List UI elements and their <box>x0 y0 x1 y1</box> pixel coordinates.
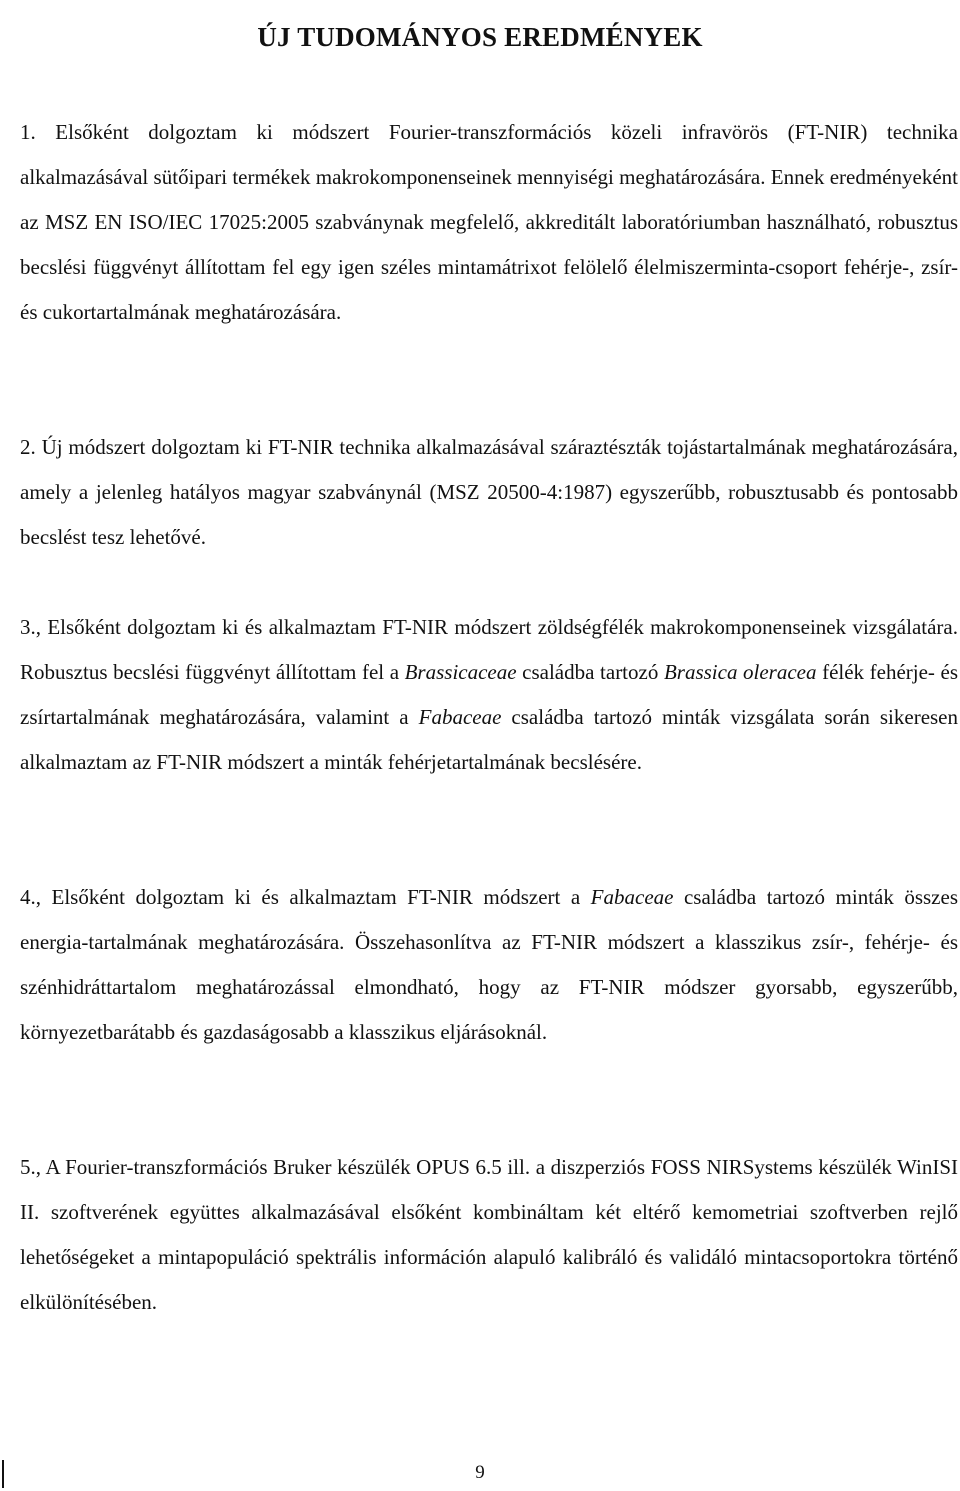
result-paragraph-3 <box>20 605 958 785</box>
paragraph-3-text-d: családba tartozó minták vizsgálata során sikeresen alkalmaztam az FT-NIR módszert a minták fehérjetartalmának becslésére. <box>20 705 959 774</box>
paragraph-3-text-c: félék fehérje- és zsírtartalmának meghatározására, valamint a <box>20 660 958 729</box>
paragraph-4-text-a: 4., Elsőként dolgoztam ki és alkalmaztam FT-NIR módszert a <box>20 885 591 909</box>
page-number: 9 <box>475 1462 485 1483</box>
paragraph-4-italic-1: Fabaceae <box>590 885 674 909</box>
paragraph-2-text: 2. Új módszert dolgoztam ki FT-NIR technika alkalmazásával száraztészták tojástartalmának meghatározására, amely a jelenleg hatályos magyar szabványnál (MSZ 20500-4:1987) egyszerűbb, robusztusabb és pontosabb becslést tesz lehetővé. <box>20 435 958 549</box>
paragraph-3-italic-1: Brassicaceae <box>404 660 517 684</box>
paragraph-3-italic-3: Fabaceae <box>418 705 502 729</box>
paragraph-4-text-b: családba tartozó minták összes energia-tartalmának meghatározására. Összehasonlítva az FT-NIR módszert a klasszikus zsír-, fehérje- és szénhidráttartalom meghatározással elmondható, hogy az FT-NIR módszer gyorsabb, egyszerűbb, környezetbarátabb és gazdaságosabb a klasszikus eljárásoknál. <box>20 885 958 1044</box>
paragraph-3-text-b: családba tartozó <box>516 660 664 684</box>
result-paragraph-5 <box>20 1145 958 1325</box>
result-paragraph-2 <box>20 425 958 560</box>
result-paragraph-4 <box>20 875 958 1055</box>
page-title: ÚJ TUDOMÁNYOS EREDMÉNYEK <box>257 22 703 53</box>
paragraph-5-text: 5., A Fourier-transzformációs Bruker készülék OPUS 6.5 ill. a diszperziós FOSS NIRSystems készülék WinISI II. szoftverének együttes alkalmazásával elsőként kombináltam két eltérő kemometriai szoftverben rejlő lehetőségeket a mintapopuláció spektrális információn alapuló kalibráló és validáló mintacsoportokra történő elkülönítésében. <box>20 1155 958 1314</box>
paragraph-3-italic-2: Brassica oleracea <box>663 660 817 684</box>
paragraph-1-text: 1. Elsőként dolgoztam ki módszert Fourier-transzformációs közeli infravörös (FT-NIR) technika alkalmazásával sütőipari termékek makrokomponenseinek mennyiségi meghatározására. Ennek eredményeként az MSZ EN ISO/IEC 17025:2005 szabványnak megfelelő, akkreditált laboratóriumban használható, robusztus becslési függvényt állítottam fel egy igen széles mintamátrixot felölelő élelmiszerminta-csoport fehérje-, zsír- és cukortartalmának meghatározására. <box>20 120 958 324</box>
result-paragraph-1 <box>20 110 958 335</box>
paragraph-3-text-a: 3., Elsőként dolgoztam ki és alkalmaztam FT-NIR módszert zöldségfélék makrokomponenseinek vizsgálatára. Robusztus becslési függvényt állítottam fel a <box>20 615 958 684</box>
